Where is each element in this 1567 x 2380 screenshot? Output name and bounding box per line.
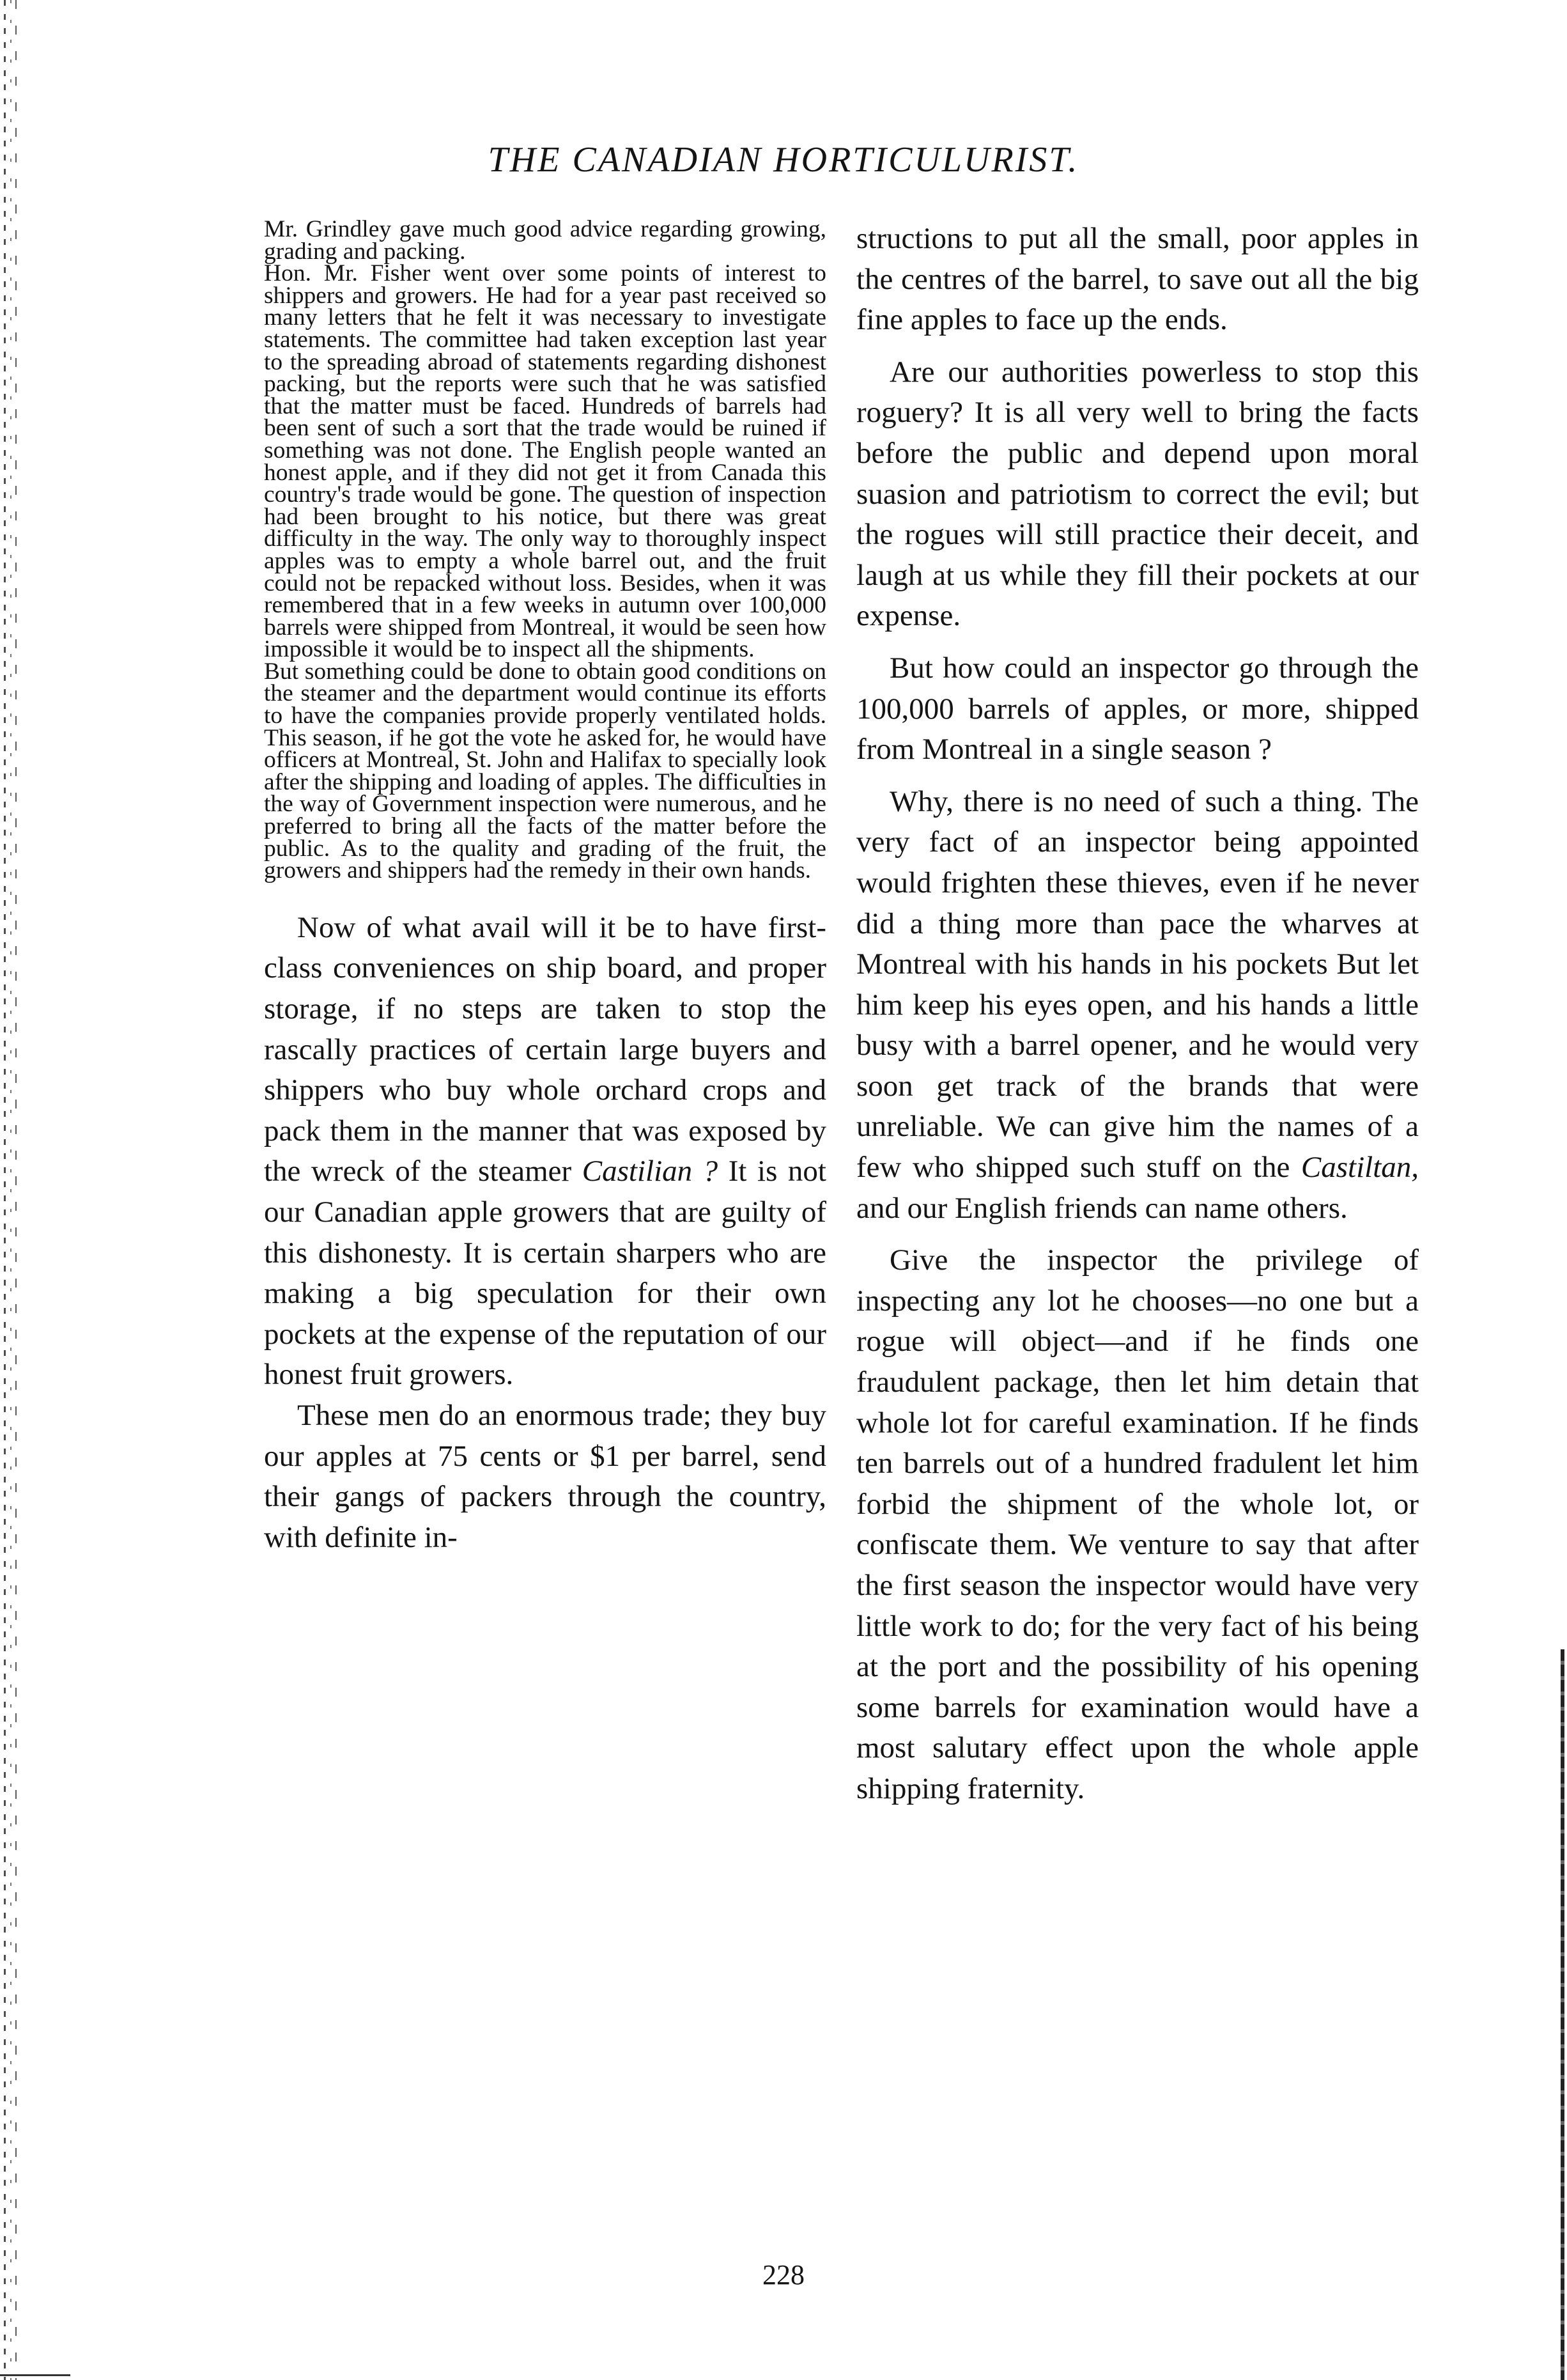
scan-bottom-mark — [0, 2374, 70, 2376]
editorial-paragraph-2: These men do an enormous trade; they buy our apples at 75 cents or $1 per barrel, send their gangs of packers through the country, with definite in- — [264, 1398, 826, 1554]
left-column — [264, 216, 826, 1558]
right-paragraph-3: But how could an inspector go through the 100,000 barrels of apples, or more, shipped from Montreal in a single season ? — [856, 651, 1419, 766]
paragraph-gap — [856, 341, 1419, 352]
report-paragraph-conditions: But something could be done to obtain good conditions on the steamer and the department would continue its efforts to have the companies provide properly ventilated holds. This season, if he got the vote he asked for, he would have officers at Montreal, St. John and Halifax to specially look after the shipping and loading of apples. The difficulties in the way of Government inspection were numerous, and he preferred to bring all the facts of the matter before the public. As to the quality and grading of the fruit, the growers and shippers had the remedy in their own hands. — [264, 658, 826, 884]
ship-name-castiltan: Castiltan, — [1301, 1151, 1419, 1185]
scan-binding-edge — [0, 0, 22, 2380]
ship-name-castilian: Castilian ? — [582, 1155, 718, 1188]
running-header: THE CANADIAN HORTICULURIST. — [488, 140, 1079, 180]
right-paragraph-2: Are our authorities powerless to stop this roguery? It is all very well to bring the facts before the public and depend upon moral suasion and patriotism to correct the evil; but the rogues will still practice their deceit, and laugh at us while they fill their pockets at our expense. — [856, 355, 1419, 633]
section-gap — [264, 882, 826, 908]
paragraph-gap — [856, 770, 1419, 782]
right-paragraph-1: structions to put all the small, poor apples in the centres of the barrel, to save out all the big fine apples to face up the ends. — [856, 222, 1419, 337]
editorial-paragraph-1 — [264, 908, 826, 1396]
editorial-p1-text: Now of what avail will it be to have first-class conveniences on ship board, and proper storage, if no steps are taken to stop the rascally practices of certain large buyers and shippers who buy whole orchard crops and pack them in the manner that was exposed by the wreck of the steamer — [264, 910, 826, 1188]
right-paragraph-4 — [856, 782, 1419, 1229]
right-paragraph-5: Give the inspector the privilege of inspecting any lot he chooses—no one but a rogue will object—and if he finds one fraudulent package, then let him detain that whole lot for careful examination. If he finds ten barrels out of a hundred fradulent let him forbid the shipment of the whole lot, or confiscate them. We venture to say that after the first season the inspector would have very little work to do; for the very fact of his being at the port and the possibility of his opening some barrels for examination would have a most salutary effect upon the whole apple shipping fraternity. — [856, 1243, 1419, 1805]
report-paragraph-fisher: Hon. Mr. Fisher went over some points of interest to shippers and growers. He had for a year past received so many letters that he felt it was necessary to investigate statements. The committee had taken exception last year to the spreading abroad of statements regarding dishonest packing, but the reports were such that he was satisfied that the matter must be faced. Hundreds of barrels had been sent of such a sort that the trade would be ruined if something was not done. The English people wanted an honest apple, and if they did not get it from Canada this country's trade would be gone. The question of inspection had been brought to his notice, but there was great difficulty in the way. The only way to thoroughly inspect apples was to empty a whole barrel out, and the fruit could not be repacked without loss. Besides, when it was remembered that in a few weeks in autumn over 100,000 barrels were shipped from Montreal, it would be seen how impossible it would be to inspect all the shipments. — [264, 260, 826, 663]
editorial-p1-tail: It is not our Canadian apple growers that are guilty of this dishonesty. It is certain sharpers who are making a big speculation for their own pockets at the expense of the reputation of our honest fruit growers. — [264, 1155, 826, 1392]
right-p4-tail: and our English friends can name others. — [856, 1191, 1348, 1225]
page-number: 228 — [762, 2259, 805, 2291]
paragraph-gap — [856, 637, 1419, 648]
paragraph-gap — [856, 1229, 1419, 1240]
report-paragraph-grindley: Mr. Grindley gave much good advice regarding growing, grading and packing. — [264, 216, 826, 265]
right-p4-text: Why, there is no need of such a thing. The very fact of an inspector being appointed would frighten these thieves, even if he never did a thing more than pace the wharves at Montreal with his hands in his pockets But let him keep his eyes open, and his hands a little busy with a barrel opener, and he would very soon get track of the brands that were unreliable. We can give him the names of a few who shipped such stuff on the — [856, 784, 1419, 1185]
right-column — [856, 219, 1419, 1810]
